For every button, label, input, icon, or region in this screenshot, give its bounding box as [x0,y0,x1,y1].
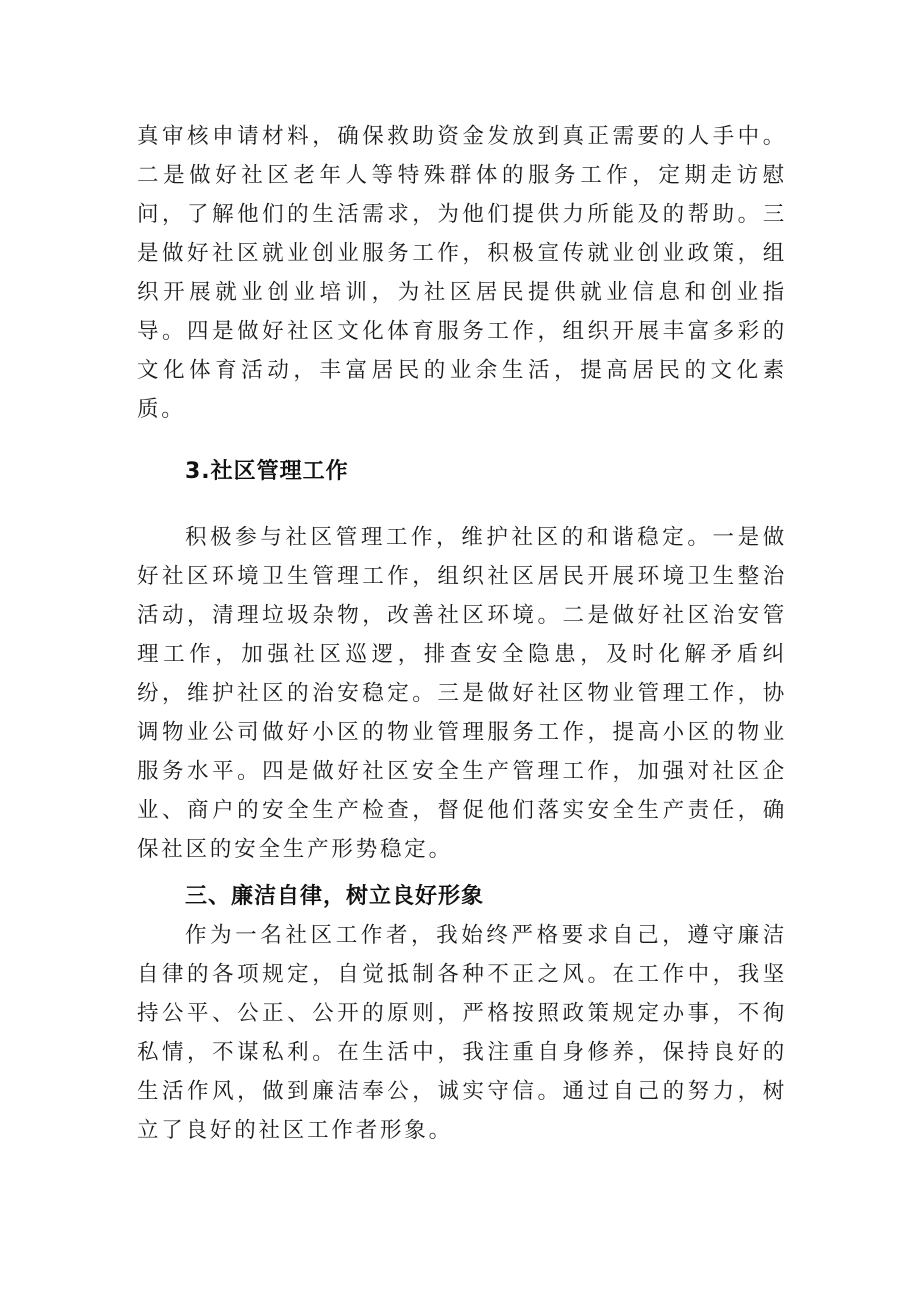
document-body [137,117,787,1150]
paragraph-integrity: 作为一名社区工作者，我始终严格要求自己，遵守廉洁自律的各项规定，自觉抵制各种不正之风。在工作中，我坚持公平、公正、公开的原则，严格按照政策规定办事，不徇私情，不谋私利。在生活中，我注重自身修养，保持良好的生活作风，做到廉洁奉公，诚实守信。通过自己的努力，树立了良好的社区工作者形象。 [137,923,787,1143]
heading-integrity-section: 三、廉洁自律，树立良好形象 [185,884,485,909]
heading-community-management: 3.社区管理工作 [185,459,349,484]
paragraph-services-continued: 真审核申请材料，确保救助资金发放到真正需要的人手中。二是做好社区老年人等特殊群体的服务工作，定期走访慰问，了解他们的生活需求，为他们提供力所能及的帮助。三是做好社区就业创业服务工作，积极宣传就业创业政策，组织开展就业创业培训，为社区居民提供就业信息和创业指导。四是做好社区文化体育服务工作，组织开展丰富多彩的文化体育活动，丰富居民的业余生活，提高居民的文化素质。 [137,124,787,422]
paragraph-community-management: 积极参与社区管理工作，维护社区的和谐稳定。一是做好社区环境卫生管理工作，组织社区居民开展环境卫生整治活动，清理垃圾杂物，改善社区环境。二是做好社区治安管理工作，加强社区巡逻，排查安全隐患，及时化解矛盾纠纷，维护社区的治安稳定。三是做好社区物业管理工作，协调物业公司做好小区的物业管理服务工作，提高小区的物业服务水平。四是做好社区安全生产管理工作，加强对社区企业、商户的安全生产检查，督促他们落实安全生产责任，确保社区的安全生产形势稳定。 [137,525,787,862]
